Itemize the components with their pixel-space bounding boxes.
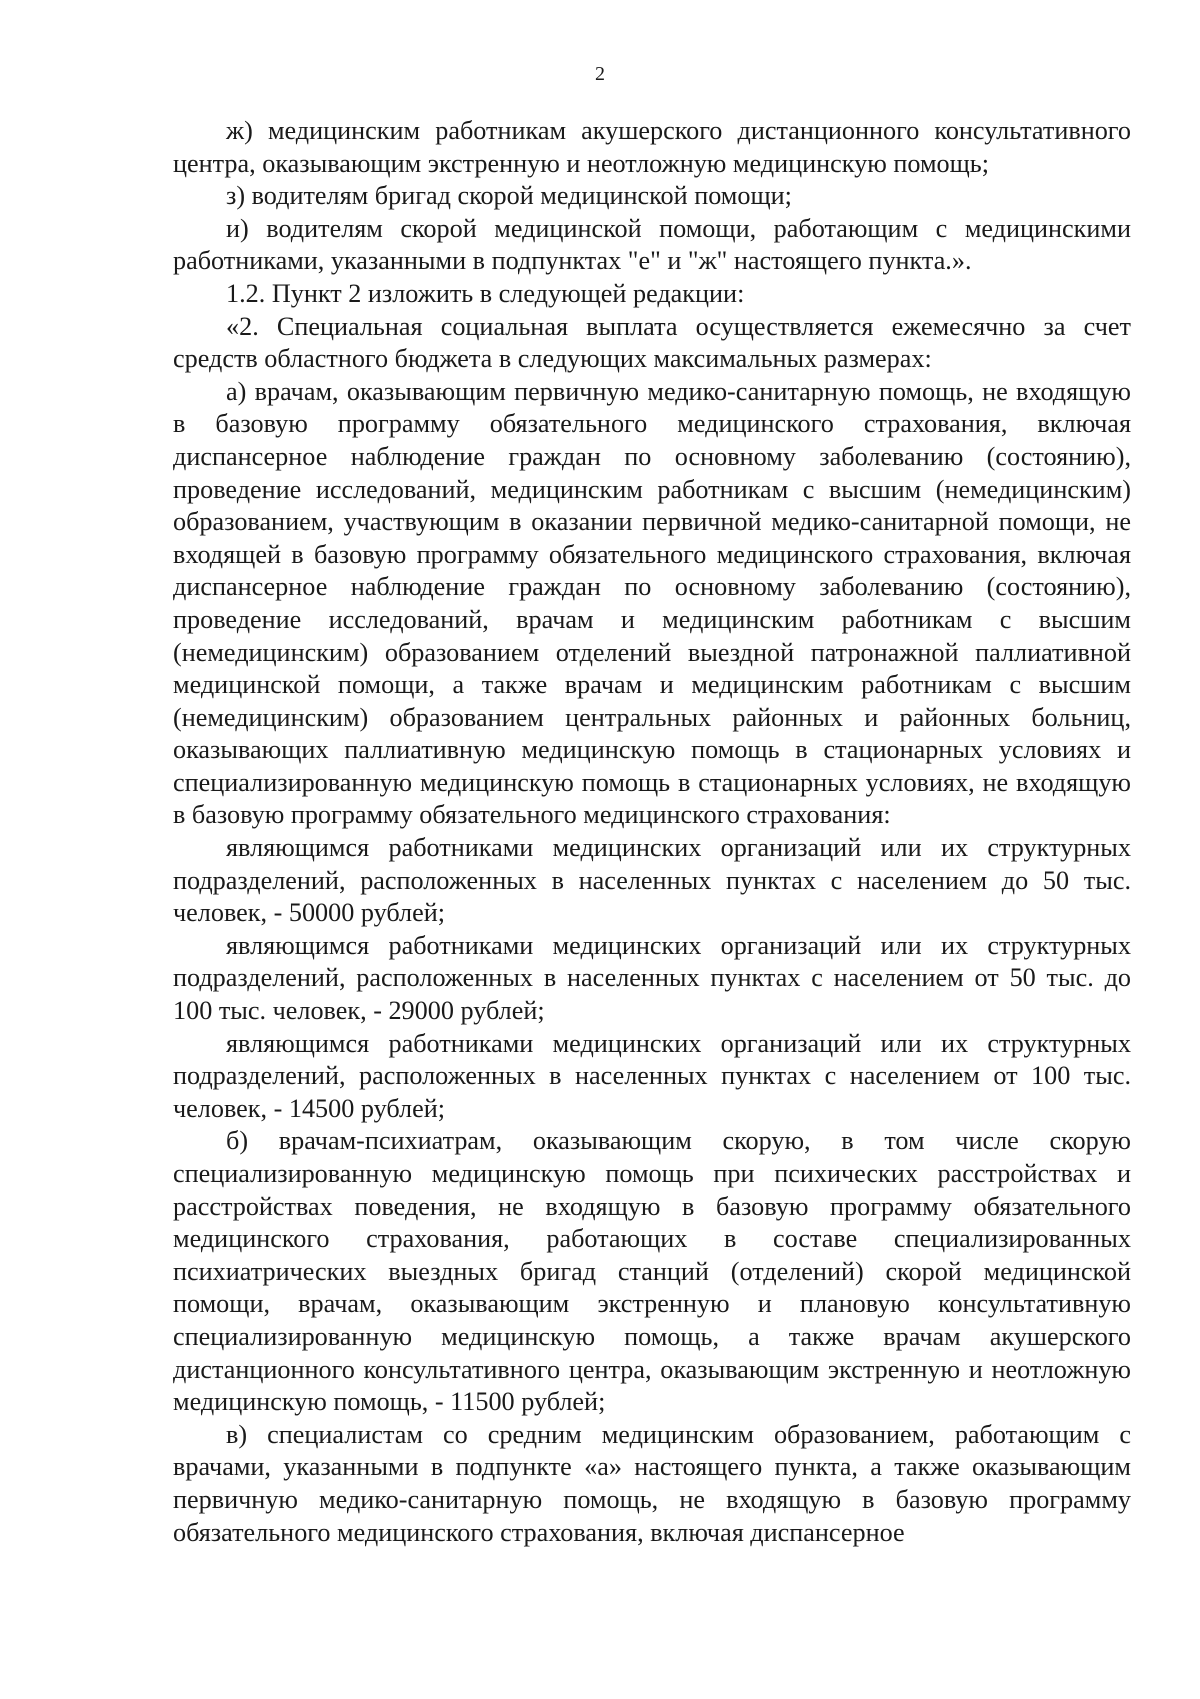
paragraph-a-100k: являющимся работниками медицинских организаций или их структурных подразделений, расположенных в населенных пунктах с населением от 100 тыс. человек, - 14500 рублей; bbox=[173, 1028, 1131, 1123]
paragraph-zh: ж) медицинским работникам акушерского дистанционного консультативного центра, оказывающим экстренную и неотложную медицинскую помощь; bbox=[173, 116, 1131, 178]
paragraph-i: и) водителям скорой медицинской помощи, работающим с медицинскими работниками, указанными в подпунктах "е" и "ж" настоящего пункта.». bbox=[173, 213, 1131, 276]
page-number: 2 bbox=[595, 63, 605, 85]
paragraph-a: а) врачам, оказывающим первичную медико-санитарную помощь, не входящую в базовую программу обязательного медицинского страхования, включая диспансерное наблюдение граждан по основному заболеванию (состоянию), проведение исследований, медицинским работникам с высшим (немедицинским) образованием, участвующим в оказании первичной медико-санитарной помощи, не входящей в базовую программу обязательного медицинского страхования, включая диспансерное наблюдение граждан по основному заболеванию (состоянию), проведение исследований, врачам и медицинским работникам с высшим (немедицинским) образованием отделений выездной патронажной паллиативной медицинской помощи, а также врачам и медицинским работникам с высшим (немедицинским) образованием центральных районных и районных больниц, оказывающих паллиативную медицинскую помощь в стационарных условиях и специализированную медицинскую помощь в стационарных условиях, не входящую в базовую программу обязательного медицинского страхования: bbox=[173, 376, 1131, 830]
paragraph-a-50-100k: являющимся работниками медицинских организаций или их структурных подразделений, расположенных в населенных пунктах с населением от 50 тыс. до 100 тыс. человек, - 29000 рублей; bbox=[173, 930, 1131, 1026]
paragraph-b: б) врачам-психиатрам, оказывающим скорую, в том числе скорую специализированную медицинскую помощь при психических расстройствах и расстройствах поведения, не входящую в базовую программу обязательного медицинского страхования, работающих в составе специализированных психиатрических выездных бригад станций (отделений) скорой медицинской помощи, врачам, оказывающим экстренную и плановую консультативную специализированную медицинскую помощь, а также врачам акушерского дистанционного консультативного центра, оказывающим экстренную и неотложную медицинскую помощь, - 11500 рублей; bbox=[173, 1126, 1131, 1417]
paragraph-v: в) специалистам со средним медицинским образованием, работающим с врачами, указанными в подпункте «а» настоящего пункта, а также оказывающим первичную медико-санитарную помощь, не входящую в базовую программу обязательного медицинского страхования, включая диспансерное bbox=[173, 1419, 1131, 1547]
document-body bbox=[173, 115, 1131, 1549]
paragraph-1-2: 1.2. Пункт 2 изложить в следующей редакции: bbox=[226, 278, 745, 308]
paragraph-z: з) водителям бригад скорой медицинской помощи; bbox=[226, 181, 792, 211]
paragraph-a-50k: являющимся работниками медицинских организаций или их структурных подразделений, расположенных в населенных пунктах с населением до 50 тыс. человек, - 50000 рублей; bbox=[173, 833, 1131, 928]
paragraph-2-intro: «2. Специальная социальная выплата осуществляется ежемесячно за счет средств областного бюджета в следующих максимальных размерах: bbox=[173, 311, 1131, 374]
